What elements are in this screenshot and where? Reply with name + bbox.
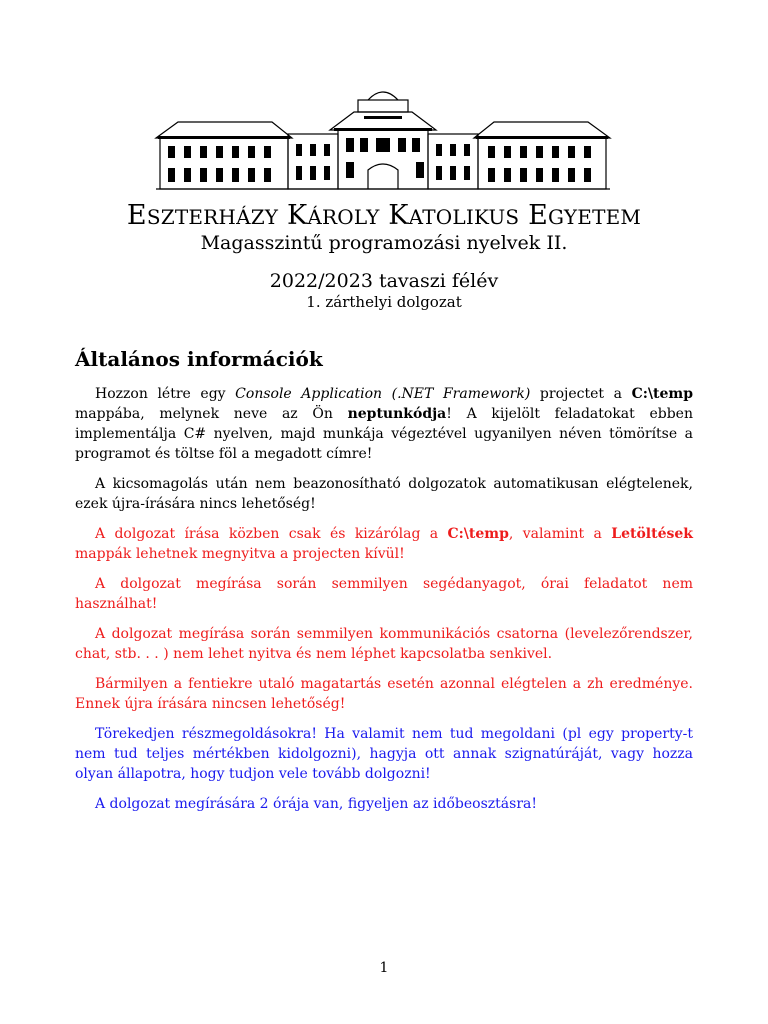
paragraph-consequence: Bármilyen a fentiekre utaló magatartás esetén azonnal elégtelen a zh eredménye. Ennek újra írására nincsen lehetőség!: [75, 676, 693, 712]
semester: 2022/2023 tavaszi félév: [269, 270, 499, 292]
text: projectet a: [530, 386, 632, 402]
paragraph-unidentifiable: A kicsomagolás után nem beazonosítható dolgozatok automatikusan elégtelenek, ezek újra-írására nincs lehetőség!: [75, 476, 693, 512]
university-name: [0, 200, 768, 231]
temp-path: C:\temp: [447, 526, 509, 542]
text: , valamint a: [508, 526, 612, 542]
university-word: GYETEM: [548, 205, 642, 229]
course-title: Magasszintű programozási nyelvek II.: [200, 232, 568, 254]
building-windows: [168, 116, 591, 182]
neptun-code: neptunkódja: [347, 406, 447, 422]
temp-path: C:\temp: [631, 386, 693, 402]
page-number: 1: [379, 960, 389, 976]
university-word: ATOLIKUS: [408, 205, 520, 229]
university-initial: E: [126, 200, 147, 231]
instructions: [75, 384, 693, 824]
university-word: ÁROLY: [307, 205, 380, 229]
university-building-logo: [154, 86, 612, 192]
exam-title: 1. zárthelyi dolgozat: [306, 293, 462, 311]
paragraph-time-limit: A dolgozat megírására 2 órája van, figyeljen az időbeosztásra!: [95, 796, 537, 812]
paragraph-no-communication: A dolgozat megírása során semmilyen kommunikációs csatorna (levelezőrendszer, chat, stb. . . ) nem lehet nyitva és nem léphet kapcsolatba senkivel.: [75, 626, 693, 662]
university-initial: K: [287, 200, 308, 231]
text: Hozzon létre egy: [95, 386, 236, 402]
text: mappába, melynek neve az Ön: [75, 406, 348, 422]
university-initial: K: [388, 200, 409, 231]
university-word: SZTERHÁZY: [146, 205, 279, 229]
text: ! A kijelölt feladatokat ebben implementálja C# nyelven, majd munkája végeztével ugyanilyen néven tömörítse a programot és töltse föl a megadott címre!: [75, 406, 693, 462]
paragraph-allowed-folders: [75, 524, 693, 564]
text: mappák lehetnek megnyitva a projecten kívül!: [75, 546, 405, 562]
section-title: Általános információk: [75, 347, 323, 371]
paragraph-create-project: [75, 384, 693, 464]
app-type: Console Application (.NET Framework): [235, 386, 531, 402]
downloads-folder: Letöltések: [611, 526, 693, 542]
paragraph-partial-solutions: Törekedjen részmegoldásokra! Ha valamit nem tud megoldani (pl egy property-t nem tud teljes mértékben kidolgozni), hagyja ott annak szignatúráját, vagy hozza olyan állapotra, hogy tudjon vele tovább dolgozni!: [75, 726, 693, 782]
paragraph-no-materials: A dolgozat megírása során semmilyen segédanyagot, órai feladatot nem használhat!: [75, 576, 693, 612]
text: A dolgozat írása közben csak és kizárólag a: [95, 526, 448, 542]
university-initial: E: [528, 200, 549, 231]
